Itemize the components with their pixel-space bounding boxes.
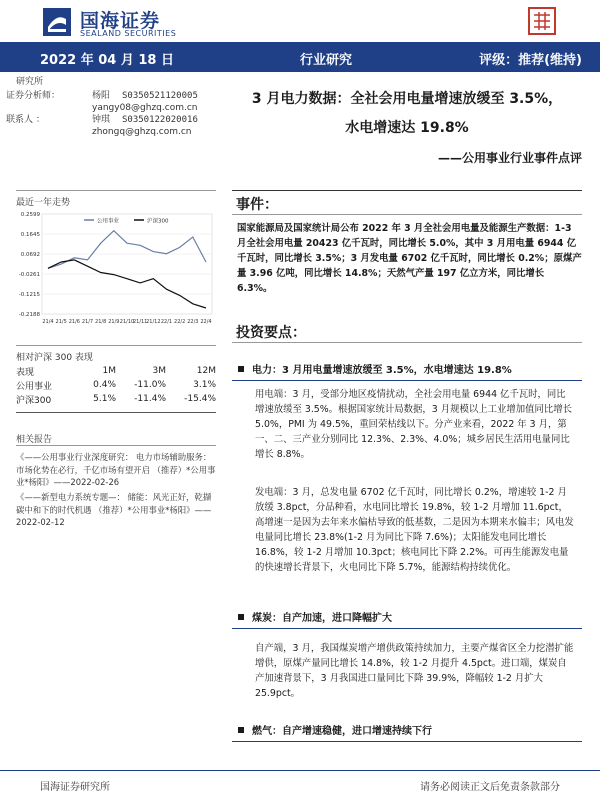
x-tick-label: 21/8 — [95, 319, 107, 325]
divider — [16, 345, 216, 346]
footer-disclaimer[interactable]: 请务必阅读正文后免责条款部分 — [420, 782, 560, 793]
bullet-text: 煤炭：自产加速，进口降幅扩大 — [252, 613, 392, 624]
table-cell: 公用事业 — [16, 381, 53, 392]
rating: 评级：推荐(维持) — [479, 53, 582, 68]
company-name-cn: 国海证券 — [80, 10, 161, 32]
bullet-electricity — [238, 361, 512, 376]
analyst-label: 证券分析师： — [6, 91, 61, 101]
relative-table — [16, 364, 216, 406]
paragraph-coal: 自产端，3 月，我国煤炭增产增供政策持续加力，主要产煤省区全力挖潜扩能增供，原煤产量同比增长 14.8%，较 1-2 月提升 4.5pct。进口端，煤炭自产加速背景下，3 月我国进口量同比下降 39.9%，降幅较 1-2 月扩大 25.9pct。 — [255, 643, 574, 699]
event-heading: 事件： — [236, 197, 278, 213]
table-row — [16, 378, 216, 392]
divider — [232, 628, 582, 629]
contact-label: 联系人 ： — [6, 115, 45, 125]
table-cell: -11.4% — [134, 394, 166, 404]
company-logo-icon — [42, 7, 72, 37]
x-tick-label: 22/2 — [174, 319, 186, 325]
institute-label: 研究所 — [16, 77, 44, 87]
y-tick-label: -0.0261 — [18, 272, 40, 278]
legend-label-utilities: 公用事业 — [97, 218, 120, 225]
bullet-square-icon — [238, 366, 244, 372]
table-cell: -11.0% — [134, 380, 166, 390]
y-tick-label: -0.2188 — [18, 312, 40, 318]
report-date: 2022 年 04 月 18 日 — [40, 53, 174, 68]
divider — [232, 190, 582, 191]
footer-left: 国海证券研究所 — [40, 782, 110, 793]
points-heading: 投资要点： — [236, 325, 306, 341]
bullet-square-icon — [238, 614, 244, 620]
company-name-en: SEALAND SECURITIES — [80, 29, 177, 38]
table-cell: 0.4% — [93, 380, 116, 390]
x-tick-label: 21/7 — [81, 319, 94, 325]
analyst-cert: S0350521120005 — [122, 91, 198, 101]
x-tick-label: 22/3 — [187, 319, 199, 325]
x-tick-label: 21/6 — [68, 319, 80, 325]
x-tick-label: 22/4 — [200, 319, 212, 325]
bullet-square-icon — [238, 727, 244, 733]
report-title-line2: 水电增速达 19.8% — [345, 120, 469, 136]
y-tick-label: -0.1215 — [18, 292, 40, 298]
table-cell: -15.4% — [184, 394, 216, 404]
divider — [16, 412, 216, 413]
divider — [232, 342, 582, 343]
x-tick-label: 21/9 — [108, 319, 120, 325]
divider — [232, 214, 582, 215]
divider — [16, 445, 216, 446]
trend-title: 最近一年走势 — [16, 198, 71, 208]
bullet-coal — [238, 609, 392, 624]
x-tick-label: 22/1 — [160, 319, 173, 325]
contact-name: 钟琪 — [92, 115, 111, 125]
table-cell: 沪深300 — [16, 395, 52, 406]
x-tick-label: 21/4 — [42, 319, 54, 325]
legend-label-hs300: 沪深300 — [147, 218, 169, 225]
y-tick-label: 0.0692 — [20, 252, 40, 258]
report-title-line1: 3 月电力数据：全社会用电量增速放缓至 3.5%， — [251, 91, 563, 107]
x-tick-label: 21/12 — [146, 319, 161, 325]
report-info-bar — [0, 42, 600, 72]
related-title: 相关报告 — [16, 435, 53, 445]
table-cell: 5.1% — [93, 394, 116, 404]
table-header: 1M — [102, 366, 116, 376]
bullet-text: 燃气：自产增速稳健，进口增速持续下行 — [252, 726, 432, 737]
analyst-email[interactable]: yangy08@ghzq.com.cn — [92, 103, 198, 113]
table-header: 表现 — [16, 367, 35, 378]
report-subtitle: ——公用事业行业事件点评 — [437, 151, 582, 165]
x-tick-label: 21/11 — [132, 319, 148, 325]
related-report-item[interactable]: 《——新型电力系统专题—： 储能：风光正好，乾撷碳中和下的时代机遇 （推荐）*公用事业*杨阳》——2022-02-12 — [16, 492, 212, 527]
bullet-gas — [238, 722, 432, 737]
y-tick-label: 0.1645 — [20, 232, 40, 238]
table-header: 12M — [196, 366, 216, 376]
table-cell: 3.1% — [193, 380, 216, 390]
y-tick-label: 0.2599 — [20, 212, 40, 218]
contact-cert: S0350122020016 — [122, 115, 198, 125]
x-tick-label: 21/5 — [55, 319, 67, 325]
related-report-item[interactable]: 《——公用事业行业深度研究： 电力市场辅助服务：市场化势在必行，千亿市场有望开启 （推荐）*公用事业*杨阳》——2022-02-26 — [16, 452, 216, 487]
divider — [232, 741, 582, 742]
table-row — [16, 392, 216, 406]
report-category: 行业研究 — [300, 53, 353, 68]
seal-stamp-icon — [527, 6, 557, 36]
footer-divider — [0, 770, 600, 771]
contact-email[interactable]: zhongq@ghzq.com.cn — [92, 127, 192, 137]
x-tick-label: 21/10 — [119, 319, 135, 325]
paragraph-demand: 用电端：3 月，受部分地区疫情扰动，全社会用电量 6944 亿千瓦时，同比增速放缓至 3.5%。根据国家统计局数据，3 月规模以上工业增加值同比增长 5.0%，PMI 为 49.5%，重回荣枯线以下。分产业来看，2022 年 3 月，第一、二、三产业分别同比 12.3%、2.3%、4.0%；城乡居民生活用电量同比增长 8.8%。 — [255, 389, 572, 460]
table-header: 3M — [152, 366, 166, 376]
paragraph-generation: 发电端：3 月，总发电量 6702 亿千瓦时，同比增长 0.2%，增速较 1-2 月放缓 3.8pct，分品种看，水电同比增长 19.8%，较 1-2 月增加 11.6pct，高增速一是因为去年来水偏枯导致的低基数，二是因为本期来水偏丰；风电发电量同比增长 23.8%(1-2 月为同比下降 7.6%)；太阳能发电同比增长 16.8%，较 1-2 月增加 10.3pct；核电同比下降 2.2%。可再生能源发电量的快速增长背景下，火电同比下降 5.7%，能源结构持续优化。 — [255, 487, 574, 573]
bullet-text: 电力：3 月用电量增速放缓至 3.5%，水电增速达 19.8% — [252, 365, 512, 376]
event-text: 国家能源局及国家统计局公布 2022 年 3 月全社会用电量及能源生产数据：1-3 月全社会用电量 20423 亿千瓦时，同比增长 5.0%，其中 3 月用电量 6944 亿千瓦时，同比增长 3.5%；3 月发电量 6702 亿千瓦时，同比增长 0.2%；原煤产量 3.96 亿吨，同比增长 14.8%；天然气产量 197 亿立方米，同比增长 6.3%。 — [237, 223, 582, 294]
analyst-name: 杨阳 — [92, 91, 111, 101]
relative-title: 相对沪深 300 表现 — [16, 353, 93, 363]
divider — [232, 380, 582, 381]
divider — [16, 190, 216, 191]
trend-chart — [14, 210, 216, 340]
table-row — [16, 364, 216, 378]
